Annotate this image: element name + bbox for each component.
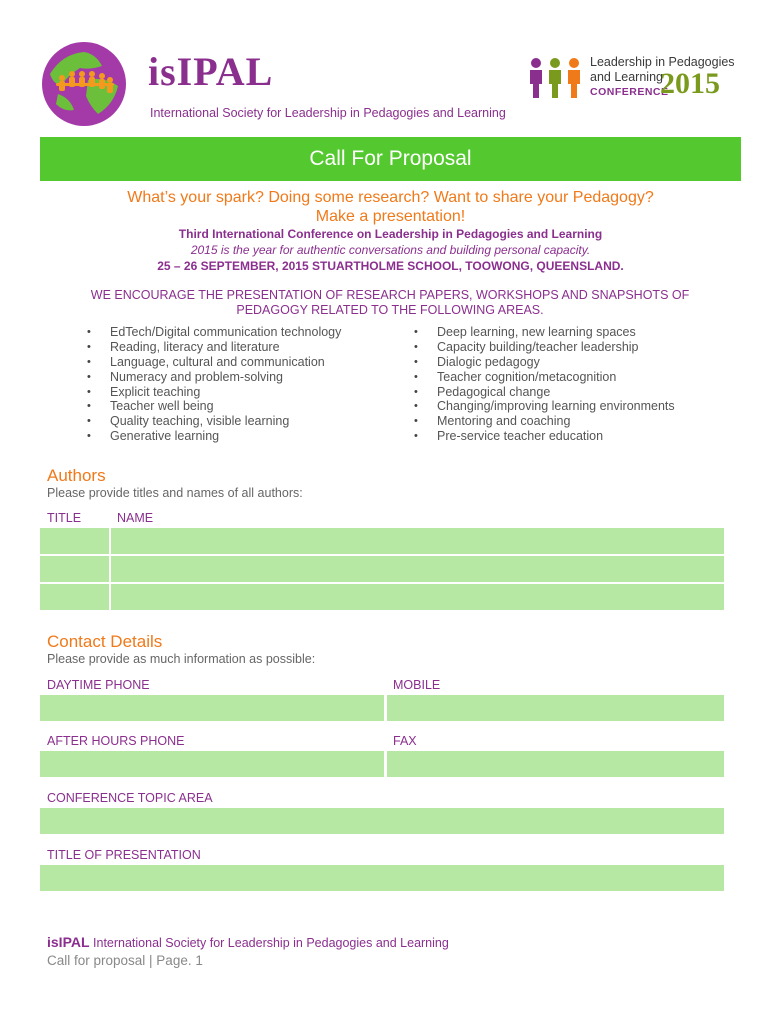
list-item: • EdTech/Digital communication technology — [82, 325, 341, 340]
author-name-column-header: NAME — [117, 511, 154, 525]
conference-date-venue: 25 – 26 SEPTEMBER, 2015 STUARTHOLME SCHOOL, TOOWONG, QUEENSLAND. — [157, 259, 624, 273]
contact-heading: Contact Details — [47, 632, 163, 651]
brand-logo-text: isIPAL — [148, 49, 274, 94]
list-item: • Teacher cognition/metacognition — [409, 370, 675, 385]
footer-page-number: Call for proposal | Page. 1 — [47, 953, 203, 968]
conference-tagline: 2015 is the year for authentic conversations and building personal capacity. — [190, 243, 591, 257]
after-hours-phone-field[interactable] — [40, 751, 384, 777]
authors-heading: Authors — [47, 466, 106, 485]
list-item: • Language, cultural and communication — [82, 355, 341, 370]
list-item: • Capacity building/teacher leadership — [409, 340, 675, 355]
conference-name: Third International Conference on Leadership in Pedagogies and Learning — [178, 227, 603, 241]
conference-logo-year: 2015 — [660, 67, 720, 100]
list-item: • Deep learning, new learning spaces — [409, 325, 675, 340]
list-item: • Dialogic pedagogy — [409, 355, 675, 370]
author-title-field[interactable] — [40, 584, 109, 610]
spark-line-1: What’s your spark? Doing some research? Want to share your Pedagogy? — [127, 189, 654, 206]
list-item: • Mentoring and coaching — [409, 414, 675, 429]
list-item: • Numeracy and problem-solving — [82, 370, 341, 385]
author-row-1 — [40, 528, 724, 554]
list-item: • Generative learning — [82, 429, 341, 444]
author-title-field[interactable] — [40, 556, 109, 582]
author-title-column-header: TITLE — [47, 511, 82, 525]
presentation-title-field[interactable] — [40, 865, 724, 891]
author-row-3 — [40, 584, 724, 610]
brand-subtitle: International Society for Leadership in Pedagogies and Learning — [150, 106, 506, 120]
contact-help: Please provide as much information as possible: — [47, 652, 316, 666]
list-item: • Teacher well being — [82, 399, 341, 414]
list-item: • Reading, literacy and literature — [82, 340, 341, 355]
list-item: • Quality teaching, visible learning — [82, 414, 341, 429]
after-hours-phone-label: AFTER HOURS PHONE — [47, 734, 185, 748]
conference-logo-line3: CONFERENCE — [590, 86, 669, 98]
author-name-field[interactable] — [111, 528, 724, 554]
encourage-statement: WE ENCOURAGE THE PRESENTATION OF RESEARCH PAPERS, WORKSHOPS AND SNAPSHOTS OF PEDAGOGY RELATED TO THE FOLLOWING AREAS. — [90, 288, 690, 317]
author-name-field[interactable] — [111, 556, 724, 582]
topic-list-left — [82, 325, 341, 444]
footer-brand: isIPAL — [47, 934, 90, 950]
daytime-phone-field[interactable] — [40, 695, 384, 721]
fax-label: FAX — [393, 734, 417, 748]
topic-area-label: CONFERENCE TOPIC AREA — [47, 791, 213, 805]
list-item: • Changing/improving learning environments — [409, 399, 675, 414]
list-item: • Explicit teaching — [82, 385, 341, 400]
author-title-field[interactable] — [40, 528, 109, 554]
mobile-label: MOBILE — [393, 678, 441, 692]
spark-heading — [40, 188, 741, 226]
topic-list-right — [409, 325, 675, 444]
topic-area-field[interactable] — [40, 808, 724, 834]
globe-with-people-icon — [40, 40, 128, 128]
three-people-icon — [526, 56, 584, 100]
list-item: • Pedagogical change — [409, 385, 675, 400]
authors-help: Please provide titles and names of all authors: — [47, 486, 303, 500]
conference-logo-line1: Leadership in Pedagogies — [590, 55, 735, 69]
mobile-field[interactable] — [387, 695, 724, 721]
list-item: • Pre-service teacher education — [409, 429, 675, 444]
fax-field[interactable] — [387, 751, 724, 777]
author-row-2 — [40, 556, 724, 582]
author-name-field[interactable] — [111, 584, 724, 610]
spark-line-2: Make a presentation! — [315, 208, 466, 225]
page-title: Call For Proposal — [40, 137, 741, 181]
footer-org — [47, 934, 449, 950]
daytime-phone-label: DAYTIME PHONE — [47, 678, 150, 692]
presentation-title-label: TITLE OF PRESENTATION — [47, 848, 201, 862]
footer-org-name: International Society for Leadership in Pedagogies and Learning — [93, 936, 449, 950]
conference-logo-line2: and Learning — [590, 70, 663, 84]
